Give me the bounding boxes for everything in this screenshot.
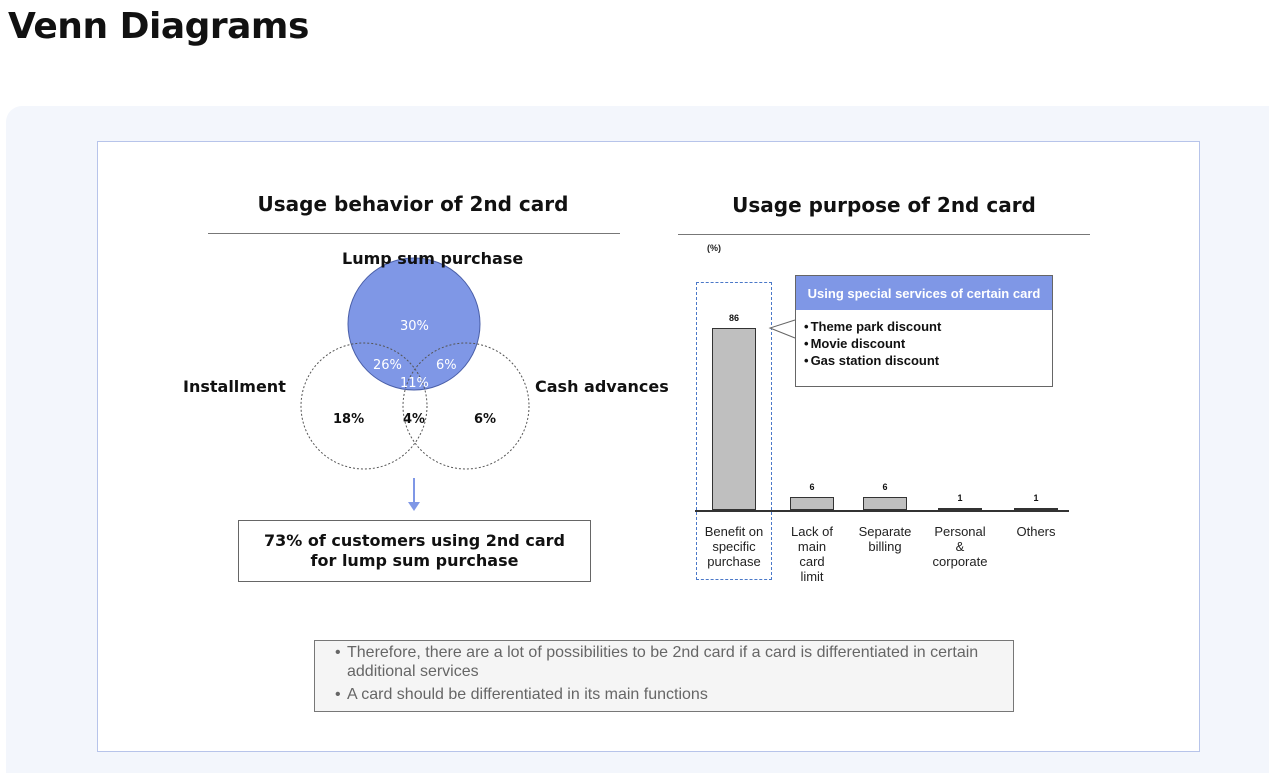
venn-section-title: Usage behavior of 2nd card: [257, 192, 569, 216]
venn-region-installment-cash: 4%: [403, 412, 426, 427]
bar-2: [863, 497, 907, 510]
category-label: [996, 524, 1076, 539]
callout-connector: [98, 142, 818, 362]
chart-title: Usage purpose of 2nd card: [732, 193, 1036, 217]
notes-list: [315, 641, 1013, 704]
category-label-line: purchase: [707, 554, 761, 569]
special-services-list: [796, 310, 1052, 369]
bar-value-label: 86: [728, 313, 739, 323]
bar-value-label: 6: [809, 482, 815, 492]
venn-region-installment-only: 18%: [333, 412, 365, 427]
category-label-line: card: [799, 554, 825, 569]
venn-set-label-installment: Installment: [183, 377, 286, 396]
venn-region-all-three: 11%: [400, 376, 429, 391]
category-label-line: billing: [868, 539, 902, 554]
bar-value-label: 1: [1033, 493, 1039, 503]
note-item: • A card should be differentiated in its main functions: [335, 685, 1013, 704]
category-label-line: Lack of: [791, 524, 833, 539]
bar-value-label: 1: [957, 493, 963, 503]
category-label-line: corporate: [932, 554, 988, 569]
special-services-title: Using special services of certain card: [796, 276, 1052, 310]
special-services-callout: [795, 275, 1053, 387]
venn-conclusion-line-2: for lump sum purchase: [310, 551, 519, 570]
category-label: [694, 524, 774, 569]
category-label-line: Benefit on: [704, 524, 764, 539]
chart-unit-label: (%): [707, 243, 721, 253]
category-label: [772, 524, 852, 584]
bar-1: [790, 497, 834, 510]
chart-baseline: [695, 510, 1069, 512]
venn-conclusion-box: [238, 520, 591, 582]
venn-conclusion-line-1: 73% of customers using 2nd card: [264, 531, 565, 550]
page-title: Venn Diagrams: [8, 6, 309, 47]
category-label: [845, 524, 925, 554]
note-item: • Therefore, there are a lot of possibilities to be 2nd card if a card is differentiated in certain additional services: [335, 643, 1013, 681]
special-service-item: • Gas station discount: [804, 352, 1052, 369]
slide-frame: [97, 141, 1200, 752]
venn-set-label-cash-advances: Cash advances: [535, 377, 669, 396]
venn-region-cash-only: 6%: [474, 412, 497, 427]
category-label: [920, 524, 1000, 569]
special-service-item: • Theme park discount: [804, 318, 1052, 335]
venn-region-lump-only: 30%: [400, 319, 429, 334]
category-label-line: specific: [712, 539, 756, 554]
notes-box: [314, 640, 1014, 712]
venn-region-lump-cash: 6%: [436, 358, 457, 373]
venn-arrow-line: [413, 478, 415, 504]
venn-set-label-lump-sum: Lump sum purchase: [342, 249, 524, 268]
special-service-item: • Movie discount: [804, 335, 1052, 352]
category-label-line: Separate: [858, 524, 912, 539]
category-label-line: limit: [800, 569, 824, 584]
category-label-line: Personal: [934, 524, 986, 539]
venn-region-lump-installment: 26%: [373, 358, 402, 373]
category-label-line: Others: [1016, 524, 1056, 539]
venn-arrow-head: [408, 502, 420, 511]
category-label-line: &: [955, 539, 965, 554]
bar-value-label: 6: [882, 482, 888, 492]
category-label-line: main: [797, 539, 827, 554]
